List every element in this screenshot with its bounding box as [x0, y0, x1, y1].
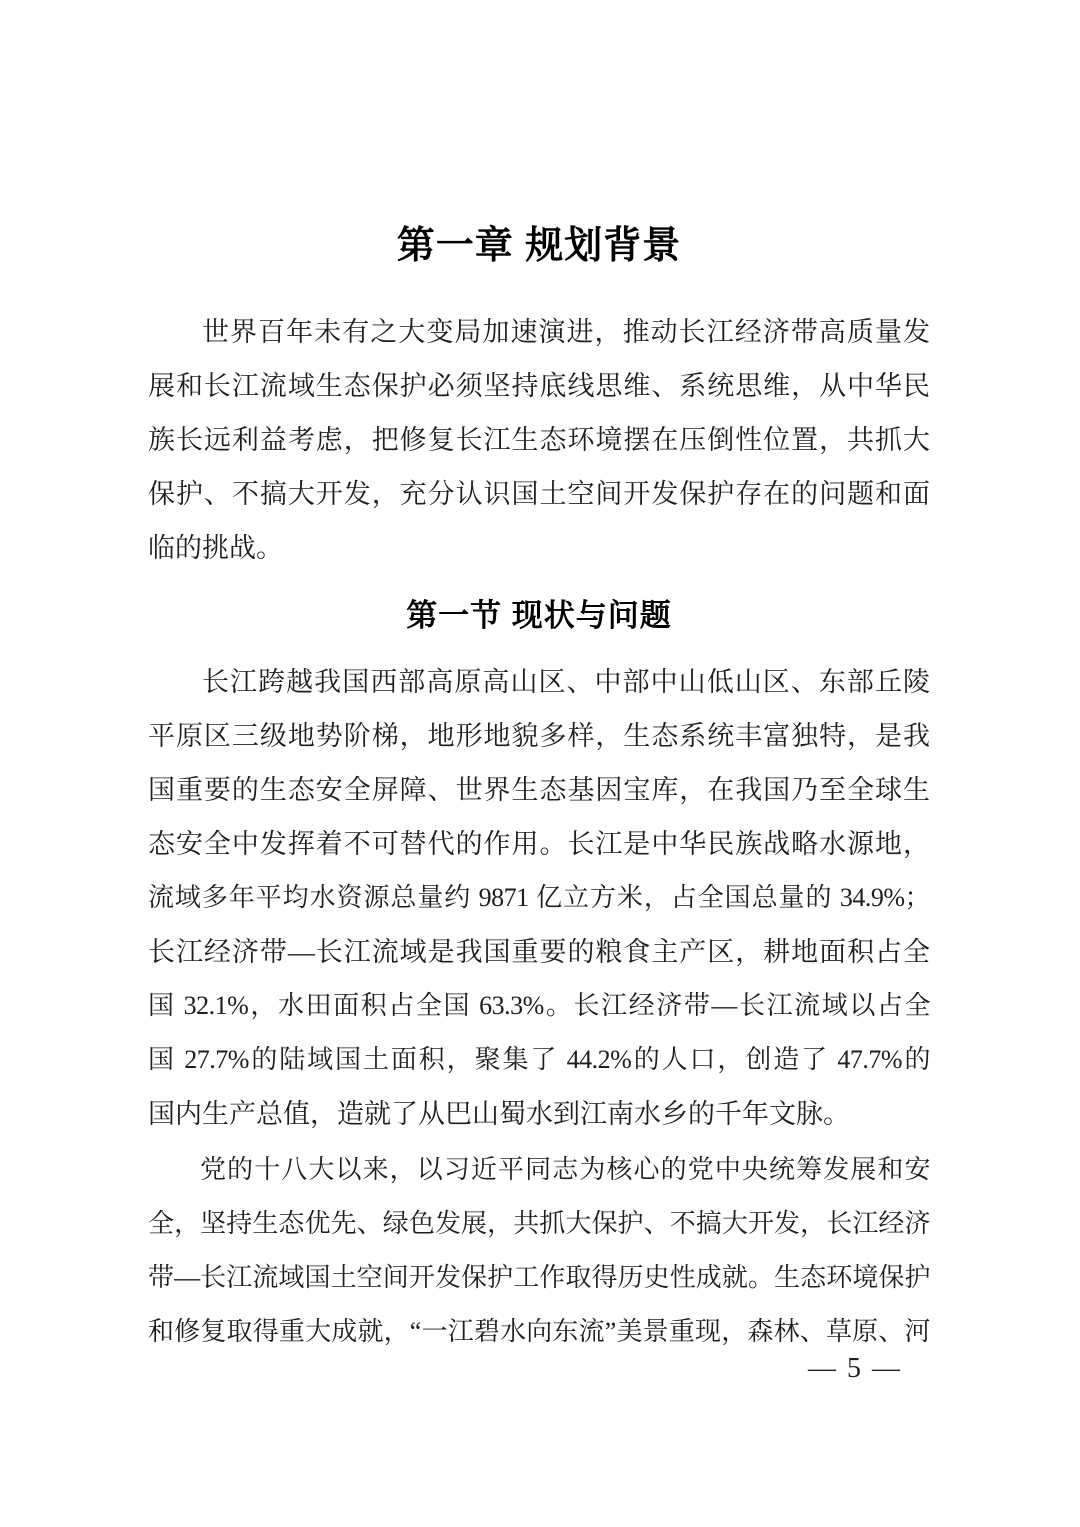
page-number: — 5 — — [808, 1353, 902, 1384]
paragraph-line: 长江跨越我国西部高原高山区、中部中山低山区、东部丘陵 — [202, 667, 930, 697]
paragraph-line: 族长远利益考虑，把修复长江生态环境摆在压倒性位置，共抓大 — [148, 425, 930, 455]
paragraph-line: 全，坚持生态优先、绿色发展，共抓大保护、不搞大开发，长江经济 — [148, 1209, 930, 1238]
paragraph-line: 国重要的生态安全屏障、世界生态基因宝库，在我国乃至全球生 — [148, 775, 930, 805]
paragraph-line: 临的挑战。 — [148, 533, 283, 563]
text-column — [148, 0, 930, 1359]
paragraph-2 — [148, 655, 930, 1141]
paragraph-3 — [148, 1143, 930, 1359]
section-title: 第一节 现状与问题 — [406, 598, 672, 633]
paragraph-line: 态安全中发挥着不可替代的作用。长江是中华民族战略水源地， — [148, 829, 930, 859]
paragraph-line: 带—长江流域国土空间开发保护工作取得历史性成就。生态环境保护 — [148, 1263, 930, 1292]
paragraph-line: 平原区三级地势阶梯，地形地貌多样，生态系统丰富独特，是我 — [148, 721, 930, 751]
paragraph-line: 世界百年未有之大变局加速演进，推动长江经济带高质量发 — [202, 317, 930, 347]
paragraph-line: 国 32.1%，水田面积占全国 63.3%。长江经济带—长江流域以占全 — [148, 991, 930, 1020]
paragraph-line: 国 27.7%的陆域国土面积，聚集了 44.2%的人口，创造了 47.7%的 — [148, 1045, 930, 1074]
paragraph-line: 和修复取得重大成就，“一江碧水向东流”美景重现，森林、草原、河 — [148, 1317, 930, 1346]
paragraph-1 — [148, 305, 930, 575]
paragraph-line: 国内生产总值，造就了从巴山蜀水到江南水乡的千年文脉。 — [148, 1099, 850, 1129]
paragraph-line: 长江经济带—长江流域是我国重要的粮食主产区，耕地面积占全 — [148, 937, 930, 967]
paragraph-line: 流域多年平均水资源总量约 9871 亿立方米，占全国总量的 34.9%； — [148, 883, 930, 912]
chapter-title: 第一章 规划背景 — [396, 225, 682, 267]
paragraph-line: 党的十八大以来，以习近平同志为核心的党中央统筹发展和安 — [200, 1155, 930, 1184]
paragraph-line: 展和长江流域生态保护必须坚持底线思维、系统思维，从中华民 — [148, 371, 930, 401]
paragraph-line: 保护、不搞大开发，充分认识国土空间开发保护存在的问题和面 — [148, 479, 930, 509]
